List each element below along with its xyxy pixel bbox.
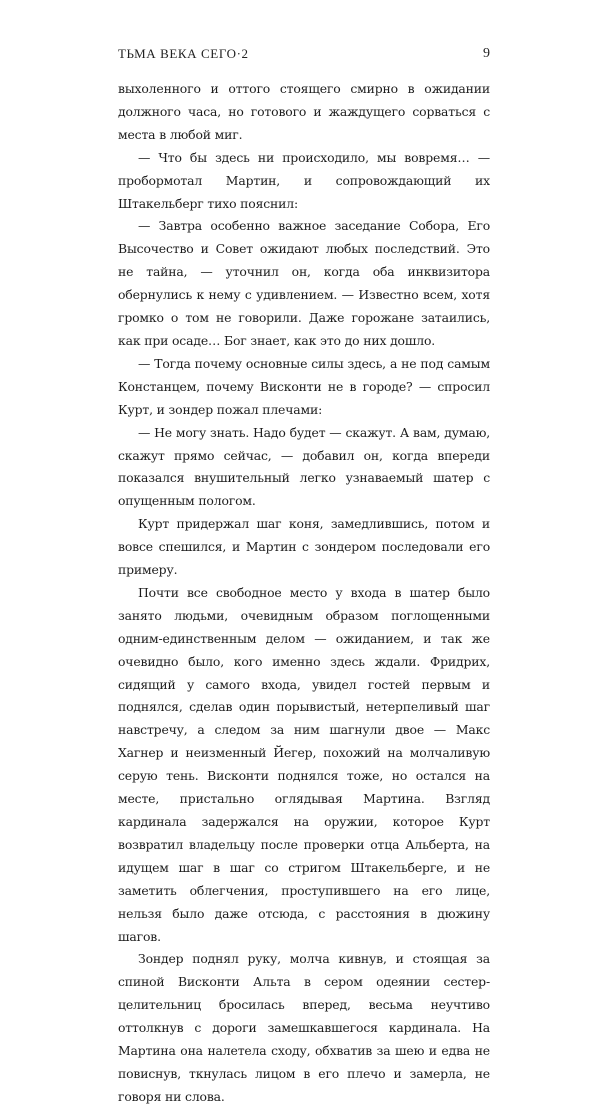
paragraph-continuation: выхоленного и оттого стоящего смирно в ожидании должного часа, но готового и жаждущего сорваться с места в любой миг.	[118, 81, 490, 142]
body-text	[118, 78, 490, 1109]
running-title: ТЬМА ВЕКА СЕГО·2	[118, 46, 249, 61]
paragraph: — Завтра особенно важное заседание Собора, Его Высочество и Совет ожидают любых последствий. Это не тайна, — уточнил он, когда оба инквизитора обернулись к нему с удивлением. — Известно всем, хотя громко о том не говорили. Даже горожане затаились, как при осаде… Бог знает, как это до них дошло.	[118, 218, 490, 348]
paragraph: Зондер поднял руку, молча кивнув, и стоящая за спиной Висконти Альта в сером одеянии сестер-целительниц бросилась вперед, весьма неучтиво оттолкнув с дороги замешкавшегося кардинала. На Мартина она налетела сходу, обхватив за шею и едва не повиснув, ткнулась лицом в его плечо и замерла, не говоря ни слова.	[118, 951, 490, 1104]
paragraph: Почти все свободное место у входа в шатер было занято людьми, очевидным образом поглощенными одним-единственным делом — ожиданием, и так же очевидно было, кого именно здесь ждали. Фридрих, сидящий у самого входа, увидел гостей первым и поднялся, сделав один порывистый, нетерпеливый шаг навстречу, а следом за ним шагнули двое — Макс Хагнер и неизменный Йегер, похожий на молчаливую серую тень. Висконти поднялся тоже, но остался на месте, пристально оглядывая Мартина. Взгляд кардинала задержался на оружии, которое Курт возвратил владельцу после проверки отца Альберта, на идущем шаг в шаг со стригом Штакельберге, и не заметить облегчения, проступившего на его лице, нельзя было даже отсюда, с расстояния в дюжину шагов.	[118, 584, 490, 944]
paragraph: — Что бы здесь ни происходило, мы вовремя… — пробормотал Мартин, и сопровождающий их Штакельберг тихо пояснил:	[118, 149, 490, 211]
paragraph: — Не могу знать. Надо будет — скажут. А вам, думаю, скажут прямо сейчас, — добавил он, когда впереди показался внушительный легко узнаваемый шатер с опущенным пологом.	[118, 424, 490, 509]
page-number: 9	[483, 46, 490, 61]
paragraph: Курт придержал шаг коня, замедлившись, потом и вовсе спешился, и Мартин с зондером последовали его примеру.	[118, 516, 490, 578]
page-header	[118, 46, 490, 68]
paragraph: — Тогда почему основные силы здесь, а не под самым Констанцем, почему Висконти не в городе? — спросил Курт, и зондер пожал плечами:	[118, 355, 490, 417]
